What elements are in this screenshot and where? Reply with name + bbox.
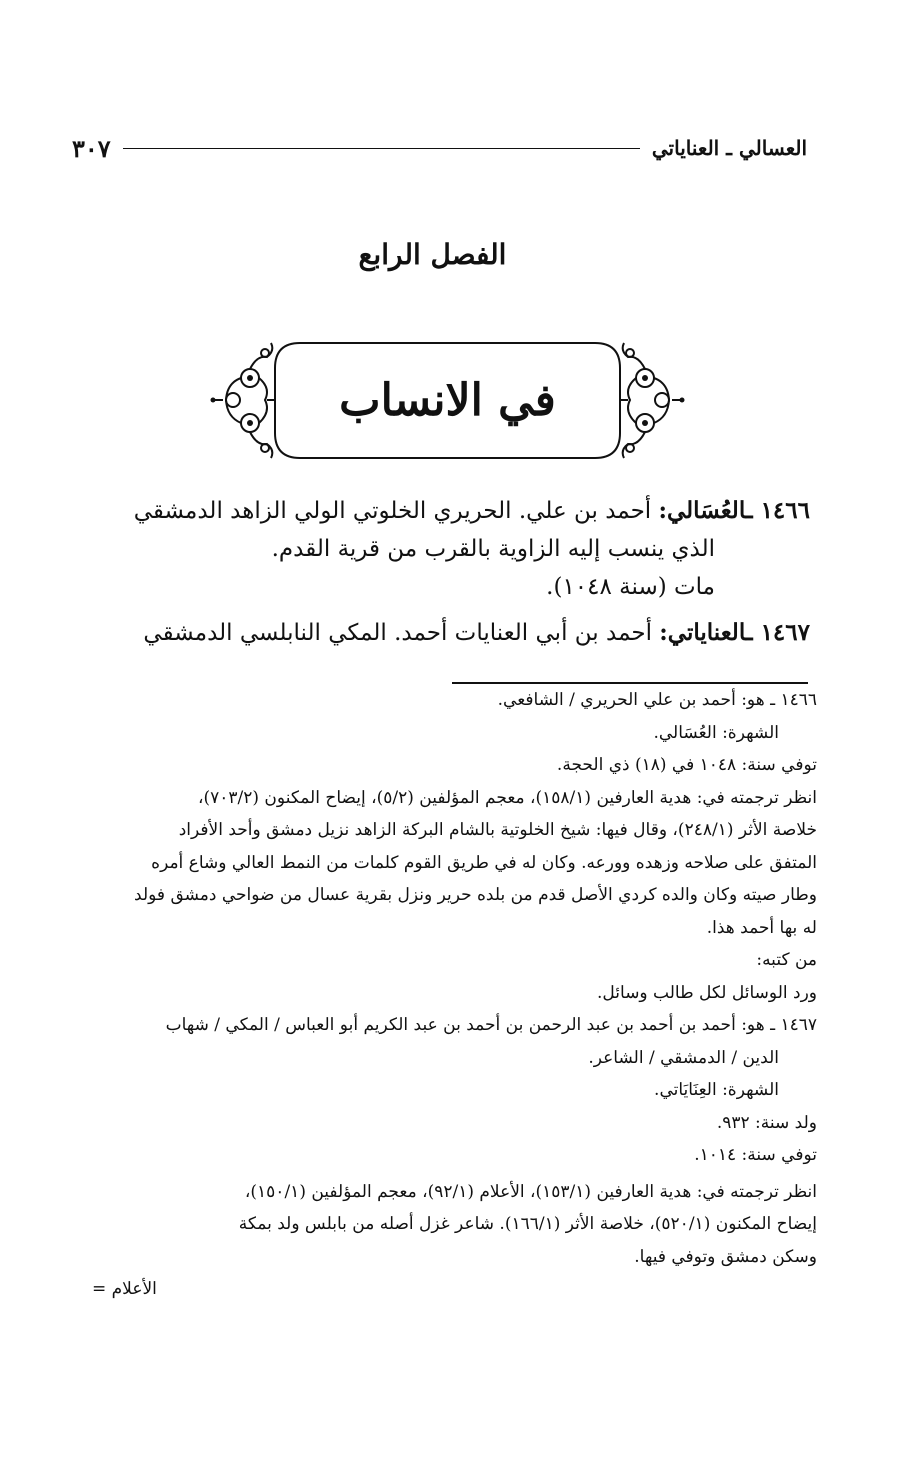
footnote-1467-line: توفي سنة: ١٠١٤. [694,1145,817,1165]
footnote-1467-line: الشهرة: العِنَايَاتي. [654,1080,779,1100]
footnote-1466-line: له بها أحمد هذا. [706,917,817,938]
header-rule [123,148,640,149]
footnote-1466-line: انظر ترجمته في: هدية العارفين (١٥٨/١)، معجم المؤلفين (٥/٢)، إيضاح المكنون (٧٠٣/٢)، [198,787,817,808]
footnote-1466-line: ورد الوسائل لكل طالب وسائل. [597,982,817,1003]
entry-1466-line3: مات (سنة ١٠٤٨). [546,574,715,600]
footnote-1466-line: خلاصة الأثر (٢٤٨/١)، وقال فيها: شيخ الخلوتية بالشام البركة الزاهد نزيل دمشق وأحد الأفراد [178,820,817,840]
footnote-1467-line: ولد سنة: ٩٣٢. [716,1112,817,1133]
running-header-title: العسالي ـ العناياتي [651,136,807,160]
entry-1467-line1 [80,614,810,652]
footnote-1466-line: الشهرة: العُسَالي. [653,722,779,743]
entry-1466-line2: الذي ينسب إليه الزاوية بالقرب من قرية القدم. [271,536,715,562]
footnote-1466-line: وطار صيته وكان والده كردي الأصل قدم من بلده حرير ونزل بقرية عسال من ضواحي دمشق فولد [134,885,817,905]
section-title: في الانساب [339,375,556,426]
entry-1467-name: العناياتي: [659,619,746,646]
footnote-1466-line: ١٤٦٦ ـ هو: أحمد بن علي الحريري / الشافعي. [497,690,817,710]
entry-1467-number: ١٤٦٧ ـ [745,619,810,646]
running-header [72,128,807,168]
footnote-1466-line: توفي سنة: ١٠٤٨ في (١٨) ذي الحجة. [556,755,817,775]
footnotes [92,684,817,1306]
entry-1466-name: العُسَالي: [658,497,746,524]
entry-1466-line1 [80,492,810,530]
footnote-1467-line: انظر ترجمته في: هدية العارفين (١٥٣/١)، الأعلام (٩٢/١)، معجم المؤلفين (١٥٠/١)، [244,1181,817,1202]
chapter-heading: الفصل الرابع [358,238,507,271]
footnote-1467-line: إيضاح المكنون (٥٢٠/١)، خلاصة الأثر (١٦٦/١). شاعر غزل أصله من بابلس ولد بمكة [238,1214,817,1234]
footnote-1467-line: ١٤٦٧ ـ هو: أحمد بن أحمد بن عبد الرحمن بن أحمد بن عبد الكريم أبو العباس / المكي / شهاب [165,1015,817,1035]
main-entries [80,492,810,652]
footnote-continuation: الأعلام = [92,1279,157,1299]
ornamental-frame [205,333,690,468]
footnote-1466-line: المتفق على صلاحه وزهده وورعه. وكان له في طريق القوم كلمات من النمط العالي وشاع أمره [151,852,817,873]
entry-1467-text: أحمد بن أبي العنايات أحمد. المكي النابلسي الدمشقي [143,620,652,646]
footnote-1467-line: الدين / الدمشقي / الشاعر. [588,1047,779,1068]
page-number: ٣٠٧ [72,133,111,163]
footnote-1466-line: من كتبه: [756,950,817,970]
entry-1466-number: ١٤٦٦ ـ [745,497,810,524]
footnote-1467-line: وسكن دمشق وتوفي فيها. [634,1246,817,1267]
entry-1466-text: أحمد بن علي. الحريري الخلوتي الولي الزاهد الدمشقي [133,498,652,524]
